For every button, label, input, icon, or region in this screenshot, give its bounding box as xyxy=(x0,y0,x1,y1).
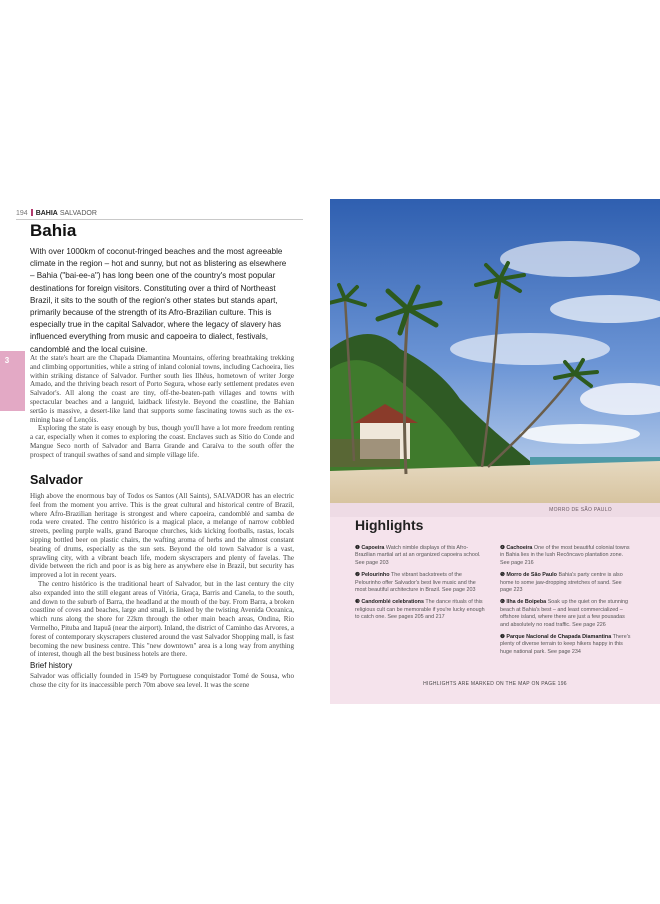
body-paragraph: At the state's heart are the Chapada Diamantina Mountains, offering breathtaking trekking and climbing opportunities, while a string of inland colonial towns, including Cachoeira, lies within striking distance of Salvador. Further south lies Ilhéus, hometown of writer Jorge Amado, and the thriving beach resort of Porto Segura, whose early settlement predates even Salvador's. All along the coast are tiny, off-the-beaten-path villages and towns with spectacular beaches and a languid, laidback lifestyle. Beyond the coastline, the Bahian sertão is massive, a desert-like land that supports some fascinating towns such as the ex-mining base of Lençóis. xyxy=(30,354,294,424)
highlights-title: Highlights xyxy=(355,517,424,533)
body-block-salvador xyxy=(30,492,294,659)
highlight-number: ❶ xyxy=(355,545,360,551)
highlights-box xyxy=(330,517,660,704)
photo-caption-bar xyxy=(330,503,660,517)
subhead-brief-history: Brief history xyxy=(30,661,73,670)
highlight-text: There's plenty of diverse terrain to keep hikers happy in this huge national park. See page 234 xyxy=(500,634,631,655)
highlight-text: Bahia's party centre is also home to some jaw-dropping stretches of sand. See page 223 xyxy=(500,572,623,594)
highlight-number: ❺ xyxy=(500,572,505,579)
highlight-item xyxy=(500,634,632,656)
page-number: 194 xyxy=(16,210,28,217)
highlight-name: Pelourinho xyxy=(361,572,390,579)
highlight-item xyxy=(355,599,487,621)
highlight-name: Morro de São Paulo xyxy=(506,572,557,579)
highlight-name: Ilha de Boipeba xyxy=(506,599,547,606)
highlight-name: Cachoeira xyxy=(506,545,533,551)
highlight-number: ❷ xyxy=(355,572,360,579)
body-block-history xyxy=(30,672,294,690)
highlights-column-left xyxy=(355,545,487,627)
highlight-text: The dance rituals of this religious cult can be memorable if you're lucky enough to catch one. See pages 205 and 217 xyxy=(355,599,485,621)
highlights-column-right xyxy=(500,545,632,661)
beach-photo xyxy=(330,199,660,503)
body-paragraph: The centro histórico is the traditional heart of Salvador, but in the last century the city also expanded into the still elegant areas of Vitória, Graça, Barris and Canela, to the south, and down to the suburb of Barra, the headland at the mouth of the bay. From Barra, a broken coastline of coves and beaches, large and small, is linked by the twisting Avenida Oceanica, which runs along the shore for 22km through the other main beach areas, Ondina, Rio Vermelho, Pituba and Itapuã (near the airport). Inland, the district of Caminho das Arvores, a forest of contemporary skyscrapers clustered around the vast Salvador Shopping mall, is fast becoming the new business centre. This "new downtown" area is a long way from anything of interest, though all the best business hotels are there. xyxy=(30,579,294,659)
chapter-title: Bahia xyxy=(30,221,77,240)
body-paragraph: Salvador was officially founded in 1549 by Portuguese conquistador Tomé de Sousa, who chose the city for its inaccessible perch 70m above sea level. It was the scene xyxy=(30,672,294,689)
running-head-divider xyxy=(31,209,33,216)
highlight-text: Watch nimble displays of this Afro-Brazilian martial art at an organized capoeira school. See page 203 xyxy=(355,545,481,566)
highlights-map-note: HIGHLIGHTS ARE MARKED ON THE MAP ON PAGE 196 xyxy=(423,681,567,687)
highlight-number: ❼ xyxy=(500,634,505,641)
highlight-number: ❹ xyxy=(500,545,505,551)
highlight-item xyxy=(500,545,632,567)
body-paragraph: Exploring the state is easy enough by bus, though you'll have a lot more freedom renting a car, especially when it comes to exploring the coast. Enclaves such as Sítio do Conde and Mangue Seco north of Salvador and Barra Grande and Caraíva to the south offer the prospect of tranquil swathes of sand and simple village life. xyxy=(30,424,294,459)
running-head-section: BAHIA xyxy=(35,210,58,217)
highlight-text: The vibrant backstreets of the Pelourinho offer Salvador's best live music and the most beautiful architecture in Brazil. See page 203 xyxy=(355,572,476,594)
photo-caption: MORRO DE SÃO PAULO xyxy=(549,507,612,513)
highlight-name: Capoeira xyxy=(361,545,385,551)
highlight-number: ❻ xyxy=(500,599,505,606)
body-block-intro xyxy=(30,354,294,460)
chapter-tab-number: 3 xyxy=(4,356,10,365)
body-paragraph: High above the enormous bay of Todos os Santos (All Saints), SALVADOR has an electric feel from the moment you arrive. This is the great cultural and historical centre of Brazil, where Afro-Brazilian heritage is strongest and where capoeira, candomblé and samba de roda were created. The centro histórico is a magical place, a melange of narrow cobbled streets, peeling purple walls, grand Baroque churches, kids kicking footballs, rastas, locals sipping bottled beer on plastic chairs, the wafting aroma of herbs and the almost constant beating of drums, especially as the sun sets. Beyond the old town Salvador is a vast, sprawling city, with a vibrant beach life, modern skyscrapers and plenty of favelas. The divide between the rich and poor is as big here as anywhere else in Brazil, but security has improved a lot in recent years. xyxy=(30,492,294,580)
highlight-name: Candomblé celebrations xyxy=(361,599,424,606)
chapter-intro: With over 1000km of coconut-fringed beaches and the most agreeable climate in the region – hot and sunny, but not as blistering as elsewhere – Bahia ("bai-ee-a") has long been one of the country's most popular destinations for foreign visitors. Constituting over a third of Northeast Brazil, it sits to the south of the region's other states but stands apart, primarily because of the strength of its Afro-Brazilian culture. This is especially true in the capital Salvador, where the legacy of slavery has influenced everything from music and capoeira to dialect, festivals, candomblé and the local cuisine. xyxy=(30,247,287,354)
running-head xyxy=(16,209,303,220)
highlight-name: Parque Nacional de Chapada Diamantina xyxy=(506,634,612,641)
highlight-item xyxy=(355,572,487,594)
section-title-salvador: Salvador xyxy=(30,473,83,487)
highlight-item xyxy=(500,599,632,629)
highlight-item xyxy=(355,545,487,567)
highlight-number: ❸ xyxy=(355,599,360,606)
highlight-item xyxy=(500,572,632,594)
highlight-text: One of the most beautiful colonial towns in Bahia lies in the lush Recôncavo plantation zone. See page 216 xyxy=(500,545,630,566)
chapter-tab xyxy=(0,351,25,411)
running-head-subsection: SALVADOR xyxy=(59,210,97,217)
highlight-text: Soak up the quiet on the stunning beach at Bahia's best – and least commercialized – offshore island, where there are just a few pousadas and absolutely no road traffic. See page 226 xyxy=(500,599,629,628)
beach-photo-illustration xyxy=(330,199,660,503)
